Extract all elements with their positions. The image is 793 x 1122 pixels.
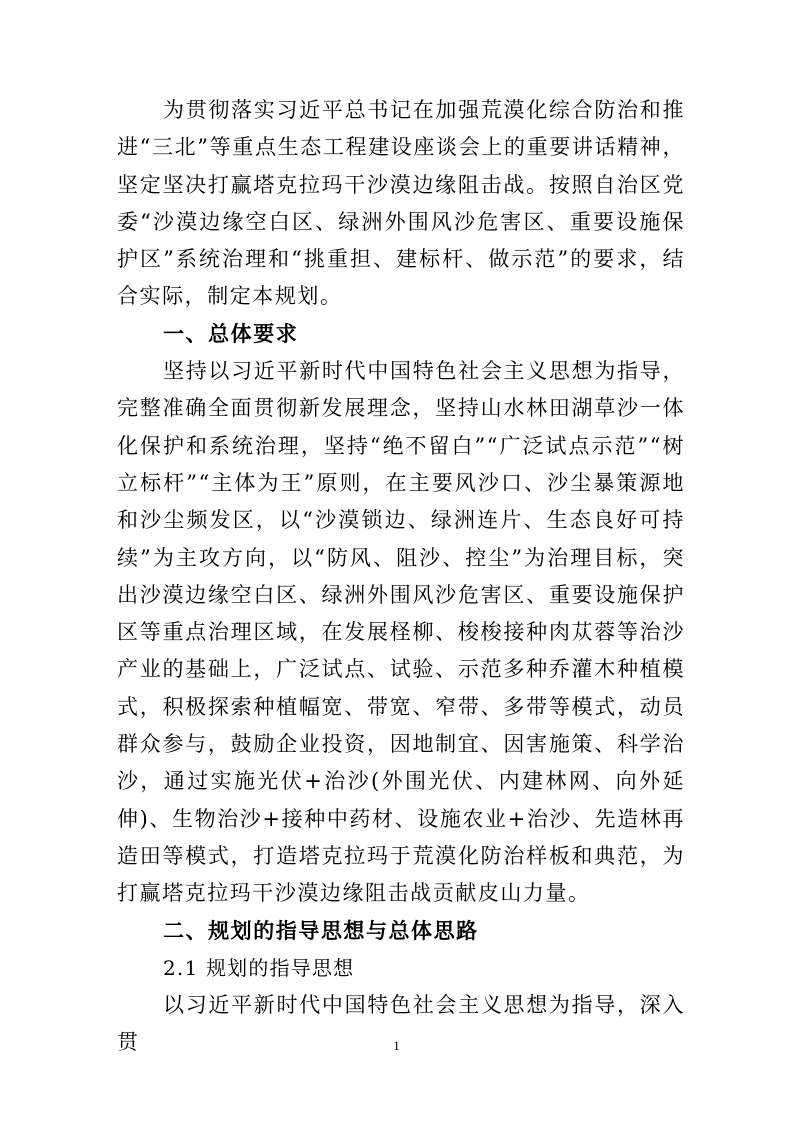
intro-paragraph: 为贯彻落实习近平总书记在加强荒漠化综合防治和推进“三北”等重点生态工程建设座谈会上的重要讲话精神，坚定坚决打赢塔克拉玛干沙漠边缘阻击战。按照自治区党委“沙漠边缘空白区、绿洲外围风沙危害区、重要设施保护区”系统治理和“挑重担、建标杆、做示范”的要求，结合实际，制定本规划。 bbox=[117, 98, 685, 309]
overall-requirements-paragraph: 坚持以习近平新时代中国特色社会主义思想为指导，完整准确全面贯彻新发展理念，坚持山水林田湖草沙一体化保护和系统治理，坚持“绝不留白”“广泛试点示范”“树立标杆”“主体为王”原则，在主要风沙口、沙尘暴策源地和沙尘频发区，以“沙漠锁边、绿洲连片、生态良好可持续”为主攻方向，以“防风、阻沙、控尘”为治理目标，突出沙漠边缘空白区、绿洲外围风沙危害区、重要设施保护区等重点治理区域，在发展柽柳、梭梭接种肉苁蓉等治沙产业的基础上，广泛试点、试验、示范多种乔灌木种植模式，积极探索种植幅宽、带宽、窄带、多带等模式，动员群众参与，鼓励企业投资，因地制宜、因害施策、科学治沙，通过实施光伏+治沙(外围光伏、内建林网、向外延伸)、生物治沙+接种中药材、设施农业+治沙、先造林再造田等模式，打造塔克拉玛于荒漠化防治样板和典范，为打赢塔克拉玛干沙漠边缘阻击战贡献皮山力量。 bbox=[117, 359, 685, 906]
guiding-ideology-paragraph: 以习近平新时代中国特色社会主义思想为指导，深入贯 bbox=[117, 993, 685, 1055]
page-number: 1 bbox=[393, 1038, 400, 1053]
document-body bbox=[117, 92, 685, 1062]
section-heading-overall-requirements: 一、总体要求 bbox=[163, 321, 299, 346]
section-heading-guiding-ideology: 二、规划的指导思想与总体思路 bbox=[163, 918, 479, 943]
subsection-heading-2-1: 2.1 规划的指导思想 bbox=[163, 955, 355, 980]
